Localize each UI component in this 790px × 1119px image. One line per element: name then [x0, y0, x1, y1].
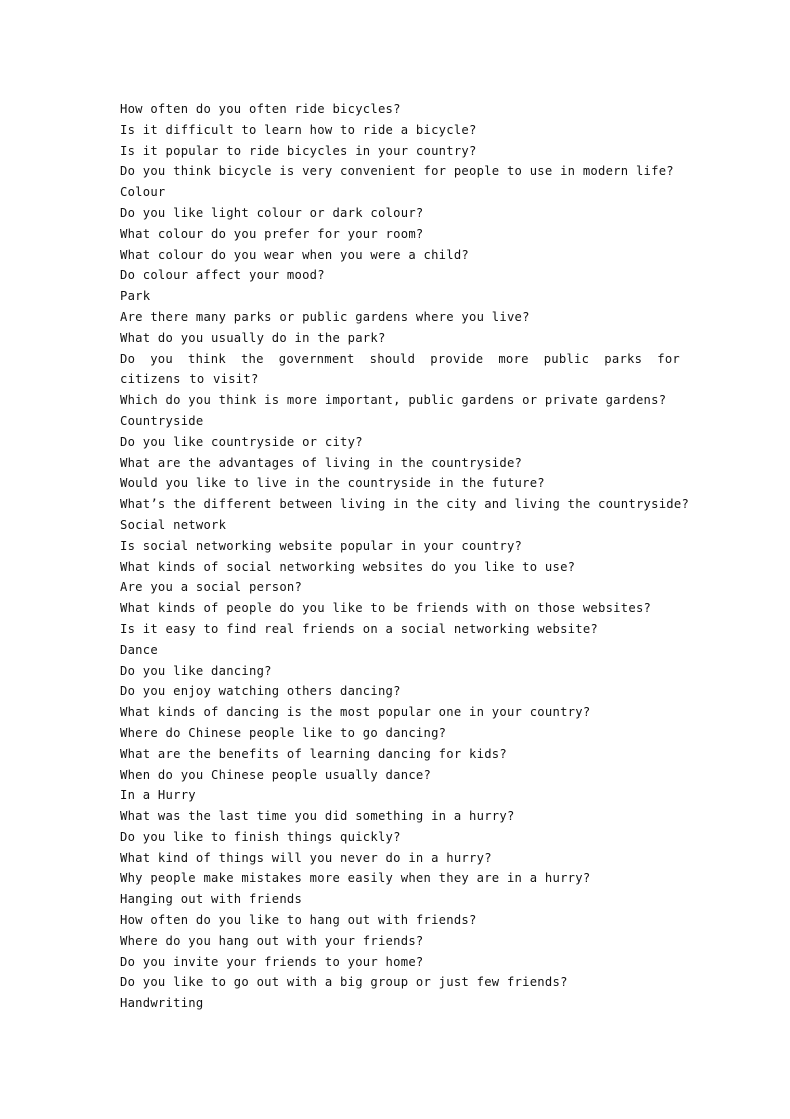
question: Do colour affect your mood?	[120, 268, 325, 283]
question: Where do you hang out with your friends?	[120, 933, 424, 948]
topic-heading: Hanging out with friends	[120, 892, 303, 907]
question: What was the last time you did something in a hurry?	[120, 809, 515, 824]
question: Is social networking website popular in your country?	[120, 538, 523, 553]
question: Is it difficult to learn how to ride a bicycle?	[120, 122, 477, 137]
question: Do you enjoy watching others dancing?	[120, 684, 401, 699]
question: Do you invite your friends to your home?	[120, 954, 424, 969]
topic-heading: Handwriting	[120, 996, 204, 1011]
question: What’s the different between living in the city and living the countryside?	[120, 497, 690, 512]
topic-heading: Dance	[120, 642, 158, 657]
topic-heading: Park	[120, 289, 151, 304]
question: What do you usually do in the park?	[120, 330, 386, 345]
question: Where do Chinese people like to go dancing?	[120, 725, 447, 740]
question: Do you like countryside or city?	[120, 434, 363, 449]
question: What colour do you wear when you were a child?	[120, 247, 470, 262]
question: Do you like to go out with a big group or just few friends?	[120, 975, 568, 990]
question: What colour do you prefer for your room?	[120, 226, 424, 241]
question: How often do you often ride bicycles?	[120, 102, 401, 116]
question: Is it easy to find real friends on a social networking website?	[120, 621, 599, 636]
question: Is it popular to ride bicycles in your country?	[120, 143, 477, 158]
question: Would you like to live in the countryside in the future?	[120, 476, 545, 491]
question: When do you Chinese people usually dance?	[120, 767, 432, 782]
question: What are the benefits of learning dancing for kids?	[120, 746, 507, 761]
question: How often do you like to hang out with friends?	[120, 913, 477, 928]
topic-heading: Countryside	[120, 413, 204, 428]
topic-heading: Colour	[120, 185, 166, 200]
question: Which do you think is more important, public gardens or private gardens?	[120, 393, 667, 408]
question: Do you like dancing?	[120, 663, 272, 678]
question: What kind of things will you never do in a hurry?	[120, 850, 492, 865]
question: What kinds of dancing is the most popular one in your country?	[120, 705, 591, 720]
question: Do you think the government should provide more public parks for citizens to visit?	[120, 351, 680, 387]
question: Are there many parks or public gardens where you live?	[120, 309, 530, 324]
question: Do you like light colour or dark colour?	[120, 205, 424, 220]
question: Do you think bicycle is very convenient for people to use in modern life?	[120, 164, 674, 179]
topic-heading: Social network	[120, 517, 227, 532]
question: What kinds of social networking websites do you like to use?	[120, 559, 576, 574]
question: What are the advantages of living in the countryside?	[120, 455, 523, 470]
question: Why people make mistakes more easily when they are in a hurry?	[120, 871, 591, 886]
question-list	[120, 99, 690, 1014]
question: Are you a social person?	[120, 580, 303, 595]
question: What kinds of people do you like to be friends with on those websites?	[120, 601, 652, 616]
question: Do you like to finish things quickly?	[120, 829, 401, 844]
topic-heading: In a Hurry	[120, 788, 196, 803]
